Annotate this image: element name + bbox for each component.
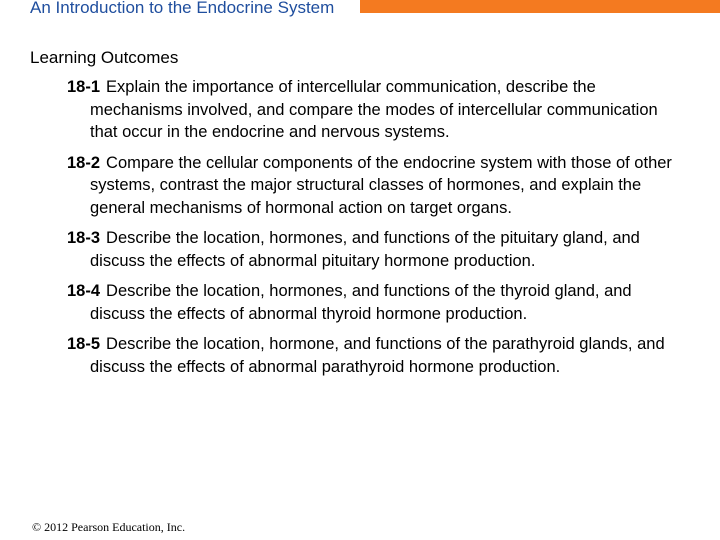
outcome-number: 18-5 (67, 335, 101, 353)
slide-title: An Introduction to the Endocrine System (30, 0, 335, 17)
outcome-text: Explain the importance of intercellular communication, describe the mechanisms involved, and compare the modes of intercellular communication that occur in the endocrine and nervous systems. (90, 78, 658, 141)
outcome-number: 18-3 (67, 229, 101, 247)
learning-outcomes-heading: Learning Outcomes (30, 48, 179, 67)
outcome-text: Describe the location, hormone, and functions of the parathyroid glands, and discuss the effects of abnormal parathyroid hormone production. (90, 335, 665, 376)
outcome-item (67, 152, 687, 220)
copyright-notice: © 2012 Pearson Education, Inc. (32, 520, 186, 534)
outcome-item (67, 333, 687, 378)
outcome-text: Describe the location, hormones, and functions of the thyroid gland, and discuss the effects of abnormal thyroid hormone production. (90, 282, 632, 323)
accent-bar (360, 0, 720, 13)
outcome-number: 18-4 (67, 282, 101, 300)
outcome-text: Compare the cellular components of the endocrine system with those of other systems, contrast the major structural classes of hormones, and explain the general mechanisms of hormonal action on target organs. (90, 153, 672, 217)
outcome-number: 18-1 (67, 78, 101, 96)
outcome-number: 18-2 (67, 153, 101, 172)
outcome-item (67, 227, 687, 272)
outcomes-list (67, 76, 687, 386)
outcome-item (67, 280, 687, 325)
outcome-item (67, 76, 687, 144)
outcome-text: Describe the location, hormones, and functions of the pituitary gland, and discuss the effects of abnormal pituitary hormone production. (90, 229, 640, 270)
